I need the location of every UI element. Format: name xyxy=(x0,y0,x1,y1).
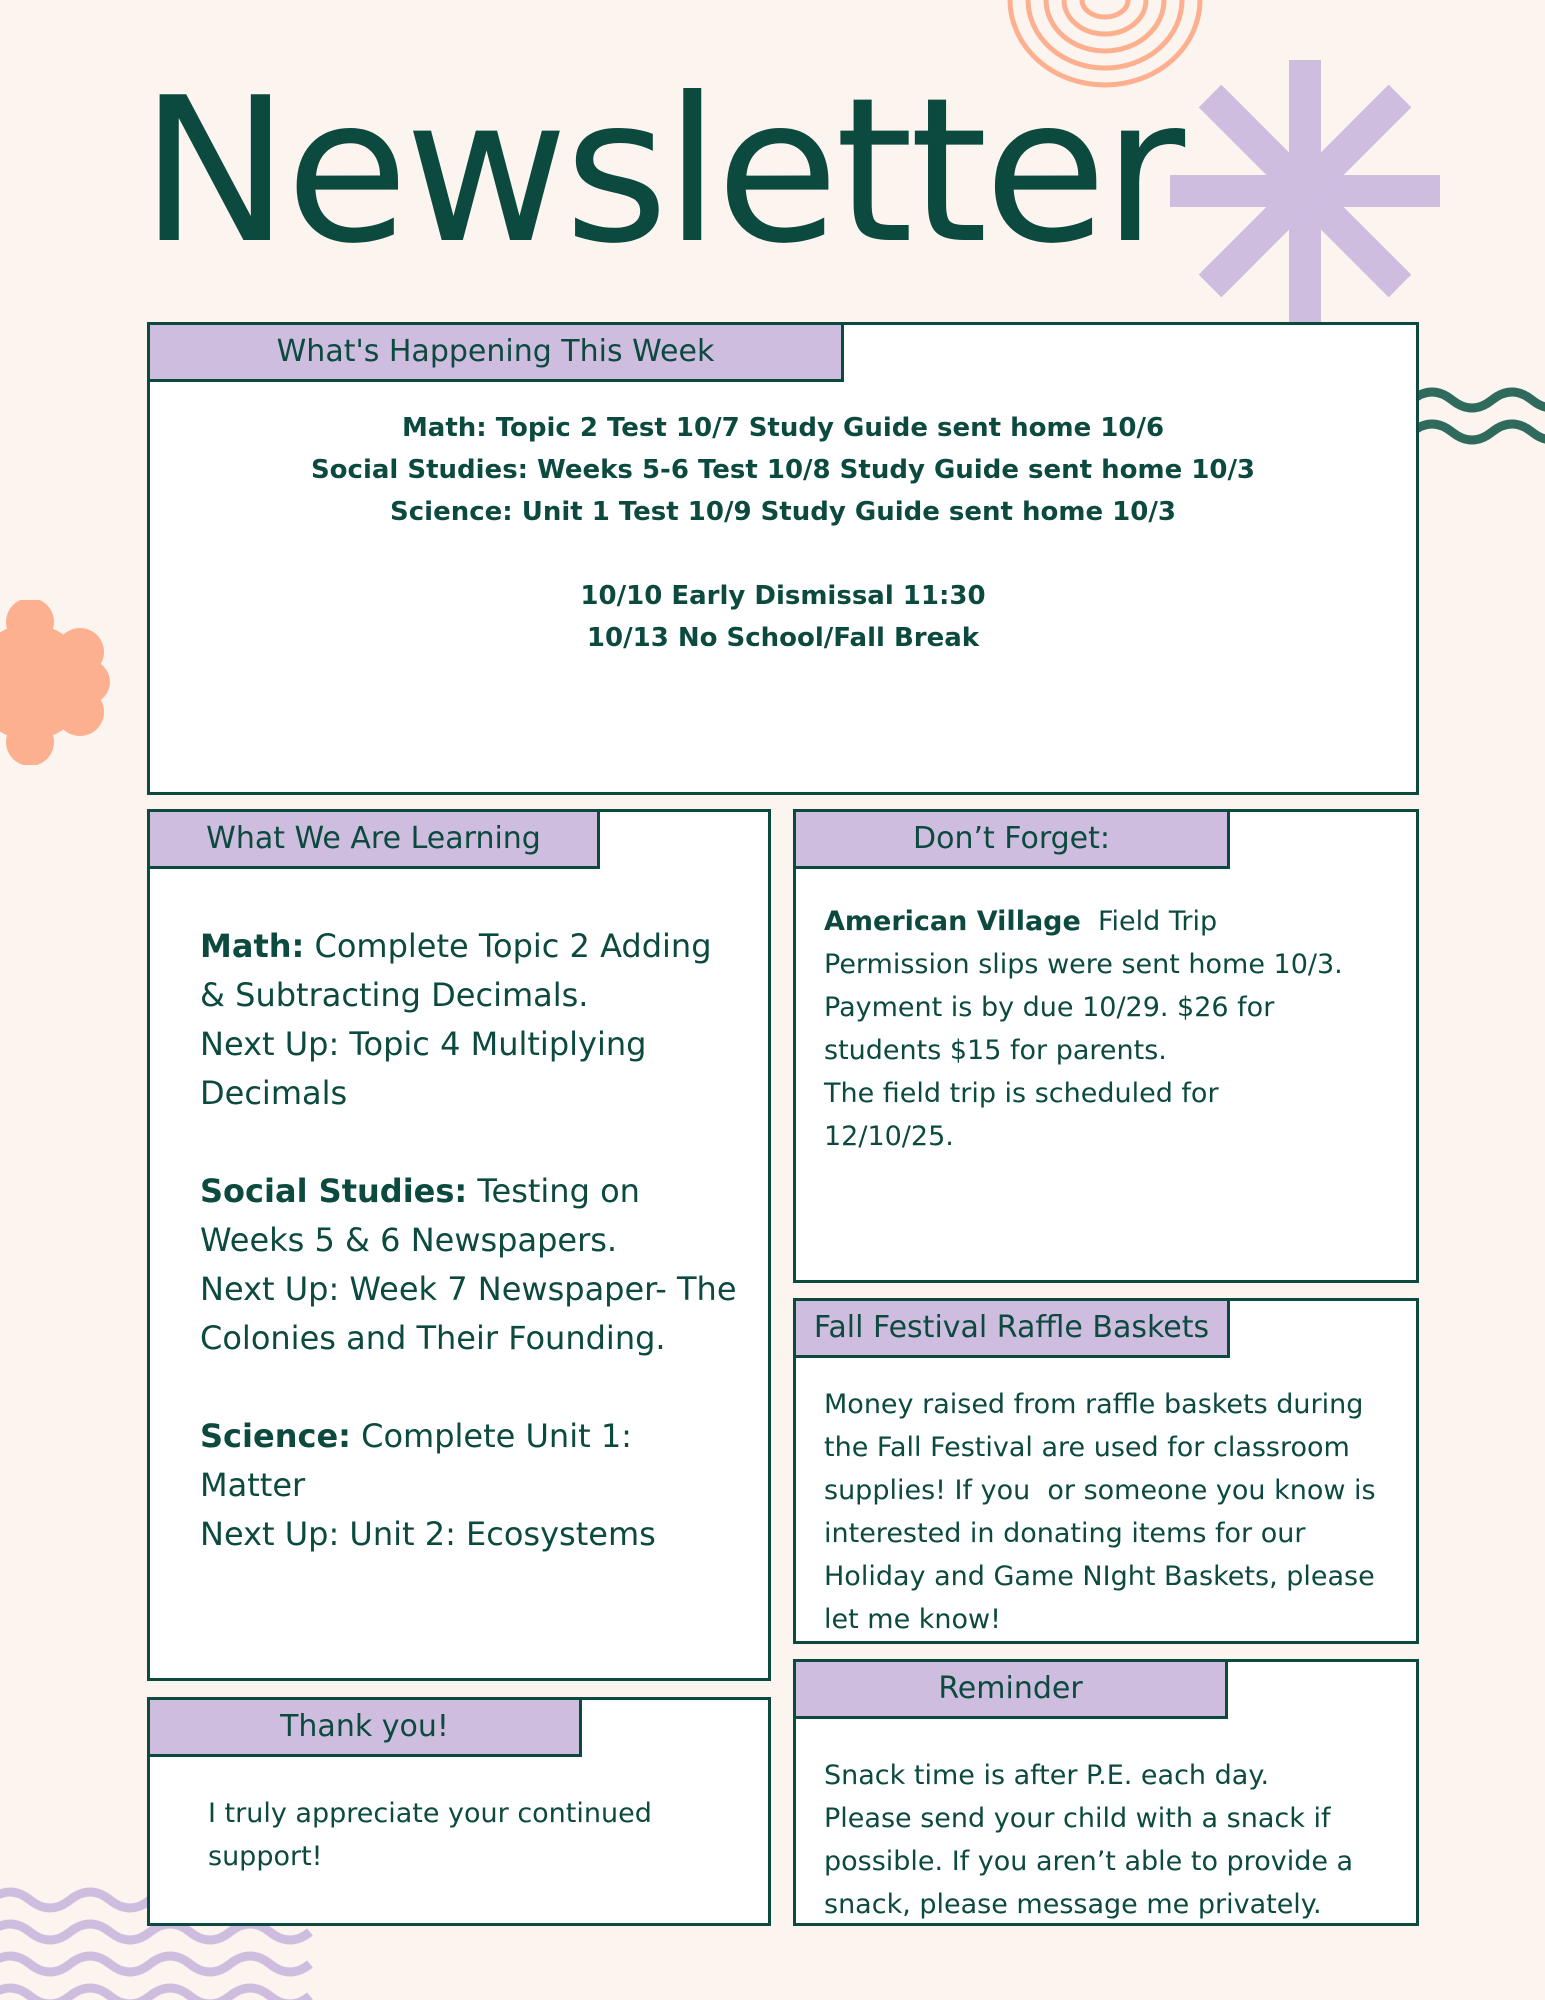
learning-box xyxy=(147,809,771,1681)
thanks-line: support! xyxy=(208,1841,323,1872)
page-title: Newsletter xyxy=(140,55,1182,288)
thanks-heading: Thank you! xyxy=(147,1697,582,1757)
ss-label: Social Studies: xyxy=(200,1172,468,1210)
raffle-line: Money raised from raffle baskets during xyxy=(824,1389,1364,1420)
this-week-line: 10/10 Early Dismissal 11:30 xyxy=(580,581,986,611)
sci-text: Complete Unit 1: Matter xyxy=(200,1417,632,1504)
sci-label: Science: xyxy=(200,1417,351,1455)
field-trip-label: Field Trip xyxy=(1080,906,1218,937)
ss-text: Testing on Weeks 5 & 6 Newspapers. xyxy=(200,1172,640,1259)
dont-forget-line: Payment is by due 10/29. $26 for xyxy=(824,992,1275,1023)
reminder-box xyxy=(793,1659,1419,1926)
math-label: Math: xyxy=(200,927,305,965)
this-week-line: Science: Unit 1 Test 10/9 Study Guide sent home 10/3 xyxy=(390,497,1176,527)
dont-forget-line: 12/10/25. xyxy=(824,1121,954,1152)
thanks-content xyxy=(208,1792,748,1878)
this-week-line xyxy=(150,533,1416,575)
sci-next: Next Up: Unit 2: Ecosystems xyxy=(200,1515,656,1553)
dont-forget-content xyxy=(824,900,1396,1158)
dont-forget-line: students $15 for parents. xyxy=(824,1035,1167,1066)
dont-forget-line xyxy=(824,900,1396,943)
learning-social-studies xyxy=(200,1167,738,1363)
reminder-line: Please send your child with a snack if xyxy=(824,1803,1331,1834)
this-week-line: Social Studies: Weeks 5-6 Test 10/8 Study Guide sent home 10/3 xyxy=(310,455,1256,485)
raffle-content xyxy=(824,1383,1396,1641)
ss-next: Next Up: Week 7 Newspaper- The Colonies and Their Founding. xyxy=(200,1270,737,1357)
learning-heading: What We Are Learning xyxy=(147,809,600,869)
reminder-line: Snack time is after P.E. each day. xyxy=(824,1760,1270,1791)
learning-content xyxy=(200,922,738,1608)
reminder-line: snack, please message me privately. xyxy=(824,1889,1322,1920)
raffle-box xyxy=(793,1298,1419,1644)
raffle-line: let me know! xyxy=(824,1604,1001,1635)
raffle-line: the Fall Festival are used for classroom xyxy=(824,1432,1350,1463)
raffle-heading: Fall Festival Raffle Baskets xyxy=(793,1298,1230,1358)
learning-science xyxy=(200,1412,738,1559)
this-week-line: Math: Topic 2 Test 10/7 Study Guide sent home 10/6 xyxy=(401,413,1165,443)
asterisk-icon xyxy=(1170,60,1440,322)
dont-forget-line: The field trip is scheduled for xyxy=(824,1078,1219,1109)
raffle-line: Holiday and Game NIght Baskets, please xyxy=(824,1561,1375,1592)
field-trip-name: American Village xyxy=(824,906,1081,937)
reminder-content xyxy=(824,1754,1396,1926)
thanks-box xyxy=(147,1697,771,1926)
scalloped-circle-icon xyxy=(0,600,112,765)
this-week-list xyxy=(150,407,1416,659)
dont-forget-heading: Don’t Forget: xyxy=(793,809,1230,869)
reminder-heading: Reminder xyxy=(793,1659,1228,1719)
this-week-heading: What's Happening This Week xyxy=(147,322,844,382)
learning-math xyxy=(200,922,738,1118)
thanks-line: I truly appreciate your continued xyxy=(208,1798,652,1829)
math-next: Next Up: Topic 4 Multiplying Decimals xyxy=(200,1025,647,1112)
raffle-line: interested in donating items for our xyxy=(824,1518,1306,1549)
math-text: Complete Topic 2 Adding & Subtracting Decimals. xyxy=(200,927,712,1014)
this-week-line: 10/13 No School/Fall Break xyxy=(586,623,980,653)
dont-forget-line: Permission slips were sent home 10/3. xyxy=(824,949,1343,980)
dont-forget-box xyxy=(793,809,1419,1283)
this-week-box xyxy=(147,322,1419,795)
reminder-line: possible. If you aren’t able to provide a xyxy=(824,1846,1354,1877)
raffle-line: supplies! If you or someone you know is xyxy=(824,1475,1376,1506)
